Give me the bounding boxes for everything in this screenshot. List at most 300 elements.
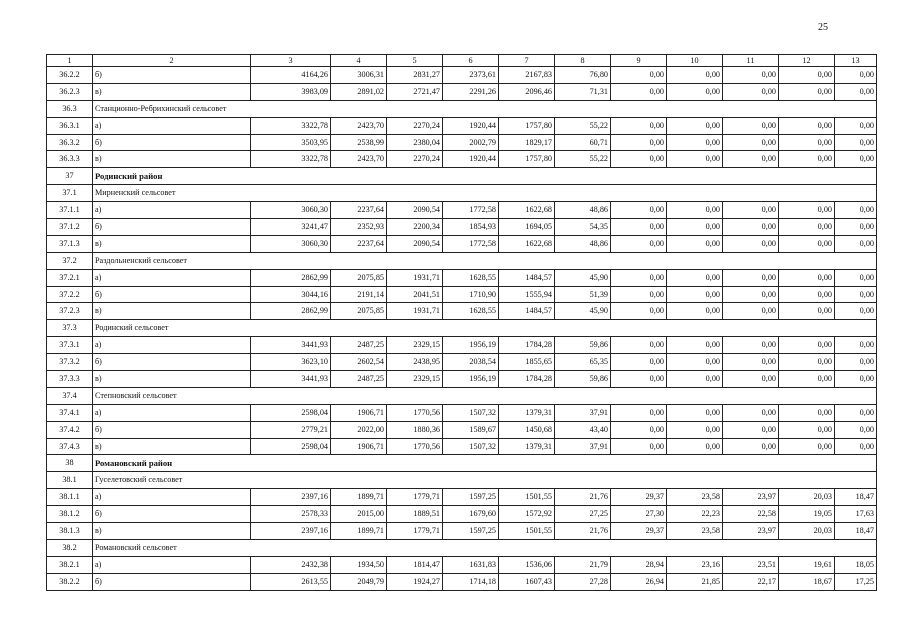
row-code: 38.2.1 (47, 556, 93, 573)
value-cell: 23,58 (667, 489, 723, 506)
value-cell: 0,00 (667, 151, 723, 168)
row-label: в) (93, 523, 251, 540)
table-row (47, 523, 877, 540)
row-code: 36.2.2 (47, 67, 93, 84)
value-cell: 2096,46 (499, 83, 555, 100)
value-cell: 0,00 (723, 337, 779, 354)
value-cell: 3322,78 (251, 151, 331, 168)
section-row (47, 100, 877, 117)
value-cell: 28,94 (611, 556, 667, 573)
value-cell: 3241,47 (251, 219, 331, 236)
table-row (47, 67, 877, 84)
value-cell: 1507,32 (443, 438, 499, 455)
value-cell: 65,35 (555, 354, 611, 371)
row-code: 37.1.3 (47, 235, 93, 252)
row-code: 36.3.2 (47, 134, 93, 151)
value-cell: 20,03 (779, 523, 835, 540)
value-cell: 45,90 (555, 303, 611, 320)
value-cell: 0,00 (667, 269, 723, 286)
value-cell: 2352,93 (331, 219, 387, 236)
value-cell: 0,00 (611, 219, 667, 236)
table-row (47, 489, 877, 506)
value-cell: 1757,80 (499, 151, 555, 168)
section-code: 36.3 (47, 100, 93, 117)
value-cell: 1920,44 (443, 117, 499, 134)
row-code: 37.3.3 (47, 371, 93, 388)
table-row (47, 117, 877, 134)
value-cell: 2397,16 (251, 489, 331, 506)
value-cell: 1507,32 (443, 404, 499, 421)
value-cell: 1572,92 (499, 506, 555, 523)
value-cell: 59,86 (555, 371, 611, 388)
section-code: 37.1 (47, 185, 93, 202)
value-cell: 21,85 (667, 573, 723, 590)
value-cell: 2891,02 (331, 83, 387, 100)
row-code: 37.4.2 (47, 421, 93, 438)
table-row (47, 573, 877, 590)
value-cell: 1589,67 (443, 421, 499, 438)
value-cell: 2191,14 (331, 286, 387, 303)
table-row (47, 337, 877, 354)
value-cell: 0,00 (835, 438, 877, 455)
value-cell: 0,00 (835, 269, 877, 286)
value-cell: 0,00 (667, 235, 723, 252)
value-cell: 21,76 (555, 523, 611, 540)
value-cell: 0,00 (779, 354, 835, 371)
value-cell: 2598,04 (251, 404, 331, 421)
row-code: 38.1.1 (47, 489, 93, 506)
value-cell: 0,00 (723, 421, 779, 438)
value-cell: 0,00 (611, 235, 667, 252)
district-name: Романовский район (93, 455, 877, 472)
row-code: 38.1.2 (47, 506, 93, 523)
row-label: в) (93, 438, 251, 455)
section-row (47, 252, 877, 269)
value-cell: 1920,44 (443, 151, 499, 168)
section-code: 38.1 (47, 472, 93, 489)
value-cell: 59,86 (555, 337, 611, 354)
value-cell: 20,03 (779, 489, 835, 506)
value-cell: 1714,18 (443, 573, 499, 590)
value-cell: 0,00 (667, 421, 723, 438)
value-cell: 29,37 (611, 489, 667, 506)
value-cell: 1622,68 (499, 202, 555, 219)
section-row (47, 185, 877, 202)
value-cell: 1924,27 (387, 573, 443, 590)
value-cell: 0,00 (723, 202, 779, 219)
table-row (47, 134, 877, 151)
value-cell: 1622,68 (499, 235, 555, 252)
column-header: 9 (611, 55, 667, 67)
value-cell: 4164,26 (251, 67, 331, 84)
row-label: в) (93, 371, 251, 388)
row-code: 37.3.2 (47, 354, 93, 371)
value-cell: 2438,95 (387, 354, 443, 371)
column-header: 2 (93, 55, 251, 67)
value-cell: 0,00 (779, 219, 835, 236)
value-cell: 2578,33 (251, 506, 331, 523)
section-row (47, 539, 877, 556)
row-code: 36.3.1 (47, 117, 93, 134)
value-cell: 1628,55 (443, 303, 499, 320)
table-row (47, 151, 877, 168)
value-cell: 0,00 (779, 337, 835, 354)
value-cell: 0,00 (611, 404, 667, 421)
value-cell: 0,00 (835, 286, 877, 303)
value-cell: 0,00 (835, 235, 877, 252)
value-cell: 1899,71 (331, 489, 387, 506)
value-cell: 0,00 (723, 354, 779, 371)
table-row (47, 303, 877, 320)
value-cell: 0,00 (667, 134, 723, 151)
section-row (47, 320, 877, 337)
value-cell: 19,05 (779, 506, 835, 523)
value-cell: 3006,31 (331, 67, 387, 84)
tariff-table (46, 54, 877, 591)
value-cell: 17,25 (835, 573, 877, 590)
value-cell: 2397,16 (251, 523, 331, 540)
value-cell: 2291,26 (443, 83, 499, 100)
value-cell: 1597,25 (443, 489, 499, 506)
row-code: 37.3.1 (47, 337, 93, 354)
value-cell: 2167,83 (499, 67, 555, 84)
value-cell: 3441,93 (251, 371, 331, 388)
value-cell: 71,31 (555, 83, 611, 100)
row-code: 37.2.1 (47, 269, 93, 286)
value-cell: 0,00 (667, 371, 723, 388)
value-cell: 0,00 (611, 354, 667, 371)
row-label: б) (93, 573, 251, 590)
value-cell: 0,00 (779, 404, 835, 421)
column-header: 11 (723, 55, 779, 67)
district-row (47, 168, 877, 185)
value-cell: 2779,21 (251, 421, 331, 438)
value-cell: 0,00 (723, 269, 779, 286)
value-cell: 2487,25 (331, 337, 387, 354)
value-cell: 0,00 (723, 67, 779, 84)
row-code: 37.4.3 (47, 438, 93, 455)
value-cell: 0,00 (667, 354, 723, 371)
value-cell: 1597,25 (443, 523, 499, 540)
table-row (47, 556, 877, 573)
value-cell: 0,00 (779, 134, 835, 151)
value-cell: 22,17 (723, 573, 779, 590)
table-row (47, 219, 877, 236)
section-code: 37.4 (47, 387, 93, 404)
value-cell: 2049,79 (331, 573, 387, 590)
column-header: 7 (499, 55, 555, 67)
value-cell: 0,00 (611, 421, 667, 438)
row-label: а) (93, 202, 251, 219)
row-label: б) (93, 421, 251, 438)
row-code: 37.1.1 (47, 202, 93, 219)
value-cell: 55,22 (555, 151, 611, 168)
value-cell: 54,35 (555, 219, 611, 236)
value-cell: 1379,31 (499, 438, 555, 455)
row-label: а) (93, 404, 251, 421)
value-cell: 48,86 (555, 202, 611, 219)
value-cell: 1772,58 (443, 235, 499, 252)
value-cell: 1555,94 (499, 286, 555, 303)
value-cell: 18,67 (779, 573, 835, 590)
value-cell: 0,00 (723, 303, 779, 320)
value-cell: 1779,71 (387, 523, 443, 540)
value-cell: 1501,55 (499, 523, 555, 540)
value-cell: 60,71 (555, 134, 611, 151)
value-cell: 0,00 (835, 354, 877, 371)
row-label: б) (93, 506, 251, 523)
value-cell: 0,00 (611, 286, 667, 303)
value-cell: 1829,17 (499, 134, 555, 151)
value-cell: 0,00 (723, 235, 779, 252)
table-body (47, 55, 877, 591)
table-row (47, 438, 877, 455)
value-cell: 0,00 (835, 303, 877, 320)
value-cell: 37,91 (555, 438, 611, 455)
table-row (47, 83, 877, 100)
value-cell: 0,00 (723, 151, 779, 168)
section-name: Романовский сельсовет (93, 539, 877, 556)
value-cell: 18,05 (835, 556, 877, 573)
value-cell: 2270,24 (387, 117, 443, 134)
row-label: в) (93, 235, 251, 252)
row-code: 37.1.2 (47, 219, 93, 236)
row-label: в) (93, 151, 251, 168)
value-cell: 0,00 (667, 67, 723, 84)
value-cell: 0,00 (611, 337, 667, 354)
table-row (47, 286, 877, 303)
value-cell: 2200,34 (387, 219, 443, 236)
value-cell: 1931,71 (387, 269, 443, 286)
value-cell: 27,30 (611, 506, 667, 523)
value-cell: 29,37 (611, 523, 667, 540)
value-cell: 0,00 (611, 117, 667, 134)
value-cell: 23,97 (723, 489, 779, 506)
column-header: 12 (779, 55, 835, 67)
value-cell: 0,00 (779, 117, 835, 134)
value-cell: 0,00 (779, 286, 835, 303)
value-cell: 23,51 (723, 556, 779, 573)
table-row (47, 354, 877, 371)
value-cell: 0,00 (779, 151, 835, 168)
value-cell: 2432,38 (251, 556, 331, 573)
section-row (47, 387, 877, 404)
value-cell: 1450,68 (499, 421, 555, 438)
value-cell: 0,00 (835, 117, 877, 134)
value-cell: 1679,60 (443, 506, 499, 523)
value-cell: 0,00 (667, 83, 723, 100)
value-cell: 0,00 (611, 438, 667, 455)
row-label: а) (93, 117, 251, 134)
value-cell: 21,79 (555, 556, 611, 573)
value-cell: 2002,79 (443, 134, 499, 151)
section-code: 37.3 (47, 320, 93, 337)
value-cell: 1899,71 (331, 523, 387, 540)
column-header: 3 (251, 55, 331, 67)
value-cell: 0,00 (611, 202, 667, 219)
column-header: 6 (443, 55, 499, 67)
value-cell: 2270,24 (387, 151, 443, 168)
value-cell: 1956,19 (443, 337, 499, 354)
value-cell: 2329,15 (387, 371, 443, 388)
value-cell: 17,63 (835, 506, 877, 523)
value-cell: 1694,05 (499, 219, 555, 236)
district-code: 37 (47, 168, 93, 185)
row-label: в) (93, 83, 251, 100)
value-cell: 2329,15 (387, 337, 443, 354)
row-code: 36.3.3 (47, 151, 93, 168)
row-code: 36.2.3 (47, 83, 93, 100)
value-cell: 1772,58 (443, 202, 499, 219)
value-cell: 2423,70 (331, 117, 387, 134)
table-row (47, 202, 877, 219)
value-cell: 1931,71 (387, 303, 443, 320)
value-cell: 0,00 (667, 202, 723, 219)
value-cell: 1484,57 (499, 269, 555, 286)
value-cell: 2075,85 (331, 303, 387, 320)
page-number: 25 (818, 22, 828, 33)
section-name: Степновский сельсовет (93, 387, 877, 404)
value-cell: 0,00 (779, 67, 835, 84)
row-code: 37.4.1 (47, 404, 93, 421)
column-header: 1 (47, 55, 93, 67)
section-name: Гуселетовский сельсовет (93, 472, 877, 489)
value-cell: 0,00 (835, 151, 877, 168)
value-cell: 2721,47 (387, 83, 443, 100)
row-code: 37.2.2 (47, 286, 93, 303)
value-cell: 22,23 (667, 506, 723, 523)
row-code: 38.1.3 (47, 523, 93, 540)
value-cell: 0,00 (723, 438, 779, 455)
value-cell: 2015,00 (331, 506, 387, 523)
value-cell: 1784,28 (499, 371, 555, 388)
value-cell: 1379,31 (499, 404, 555, 421)
value-cell: 0,00 (835, 134, 877, 151)
value-cell: 21,76 (555, 489, 611, 506)
section-name: Родинский сельсовет (93, 320, 877, 337)
value-cell: 0,00 (835, 83, 877, 100)
value-cell: 1710,90 (443, 286, 499, 303)
value-cell: 0,00 (611, 371, 667, 388)
value-cell: 0,00 (667, 117, 723, 134)
column-header-row (47, 55, 877, 67)
value-cell: 0,00 (835, 371, 877, 388)
value-cell: 43,40 (555, 421, 611, 438)
value-cell: 0,00 (723, 286, 779, 303)
value-cell: 0,00 (779, 269, 835, 286)
row-label: б) (93, 286, 251, 303)
value-cell: 2075,85 (331, 269, 387, 286)
value-cell: 3983,09 (251, 83, 331, 100)
value-cell: 1770,56 (387, 438, 443, 455)
value-cell: 76,80 (555, 67, 611, 84)
row-label: а) (93, 269, 251, 286)
value-cell: 3044,16 (251, 286, 331, 303)
value-cell: 2022,00 (331, 421, 387, 438)
section-name: Раздольненский сельсовет (93, 252, 877, 269)
value-cell: 3322,78 (251, 117, 331, 134)
value-cell: 23,58 (667, 523, 723, 540)
value-cell: 23,97 (723, 523, 779, 540)
value-cell: 1631,83 (443, 556, 499, 573)
column-header: 4 (331, 55, 387, 67)
row-label: б) (93, 134, 251, 151)
value-cell: 1889,51 (387, 506, 443, 523)
value-cell: 3441,93 (251, 337, 331, 354)
value-cell: 0,00 (611, 151, 667, 168)
value-cell: 23,16 (667, 556, 723, 573)
value-cell: 1854,93 (443, 219, 499, 236)
value-cell: 2423,70 (331, 151, 387, 168)
value-cell: 55,22 (555, 117, 611, 134)
value-cell: 26,94 (611, 573, 667, 590)
value-cell: 1855,65 (499, 354, 555, 371)
value-cell: 0,00 (779, 421, 835, 438)
value-cell: 0,00 (667, 337, 723, 354)
value-cell: 0,00 (835, 337, 877, 354)
value-cell: 3503,95 (251, 134, 331, 151)
column-header: 8 (555, 55, 611, 67)
value-cell: 2602,54 (331, 354, 387, 371)
value-cell: 0,00 (611, 303, 667, 320)
value-cell: 2237,64 (331, 202, 387, 219)
value-cell: 18,47 (835, 489, 877, 506)
value-cell: 1956,19 (443, 371, 499, 388)
table-row (47, 371, 877, 388)
value-cell: 1934,50 (331, 556, 387, 573)
row-label: б) (93, 354, 251, 371)
value-cell: 2090,54 (387, 202, 443, 219)
value-cell: 0,00 (667, 404, 723, 421)
district-code: 38 (47, 455, 93, 472)
value-cell: 1906,71 (331, 404, 387, 421)
value-cell: 0,00 (835, 219, 877, 236)
value-cell: 1779,71 (387, 489, 443, 506)
value-cell: 0,00 (611, 269, 667, 286)
value-cell: 0,00 (723, 134, 779, 151)
table-row (47, 235, 877, 252)
value-cell: 3060,30 (251, 235, 331, 252)
value-cell: 1784,28 (499, 337, 555, 354)
value-cell: 0,00 (667, 286, 723, 303)
value-cell: 0,00 (835, 67, 877, 84)
section-row (47, 472, 877, 489)
value-cell: 0,00 (835, 421, 877, 438)
district-name: Родинский район (93, 168, 877, 185)
value-cell: 27,25 (555, 506, 611, 523)
value-cell: 1484,57 (499, 303, 555, 320)
value-cell: 0,00 (723, 404, 779, 421)
row-label: в) (93, 303, 251, 320)
section-code: 37.2 (47, 252, 93, 269)
value-cell: 2038,54 (443, 354, 499, 371)
value-cell: 0,00 (779, 303, 835, 320)
value-cell: 3060,30 (251, 202, 331, 219)
value-cell: 3623,10 (251, 354, 331, 371)
value-cell: 1628,55 (443, 269, 499, 286)
value-cell: 2862,99 (251, 269, 331, 286)
value-cell: 1906,71 (331, 438, 387, 455)
value-cell: 2090,54 (387, 235, 443, 252)
value-cell: 45,90 (555, 269, 611, 286)
value-cell: 51,39 (555, 286, 611, 303)
value-cell: 1757,80 (499, 117, 555, 134)
value-cell: 0,00 (835, 202, 877, 219)
value-cell: 0,00 (779, 438, 835, 455)
table-row (47, 269, 877, 286)
value-cell: 0,00 (611, 67, 667, 84)
value-cell: 19,61 (779, 556, 835, 573)
